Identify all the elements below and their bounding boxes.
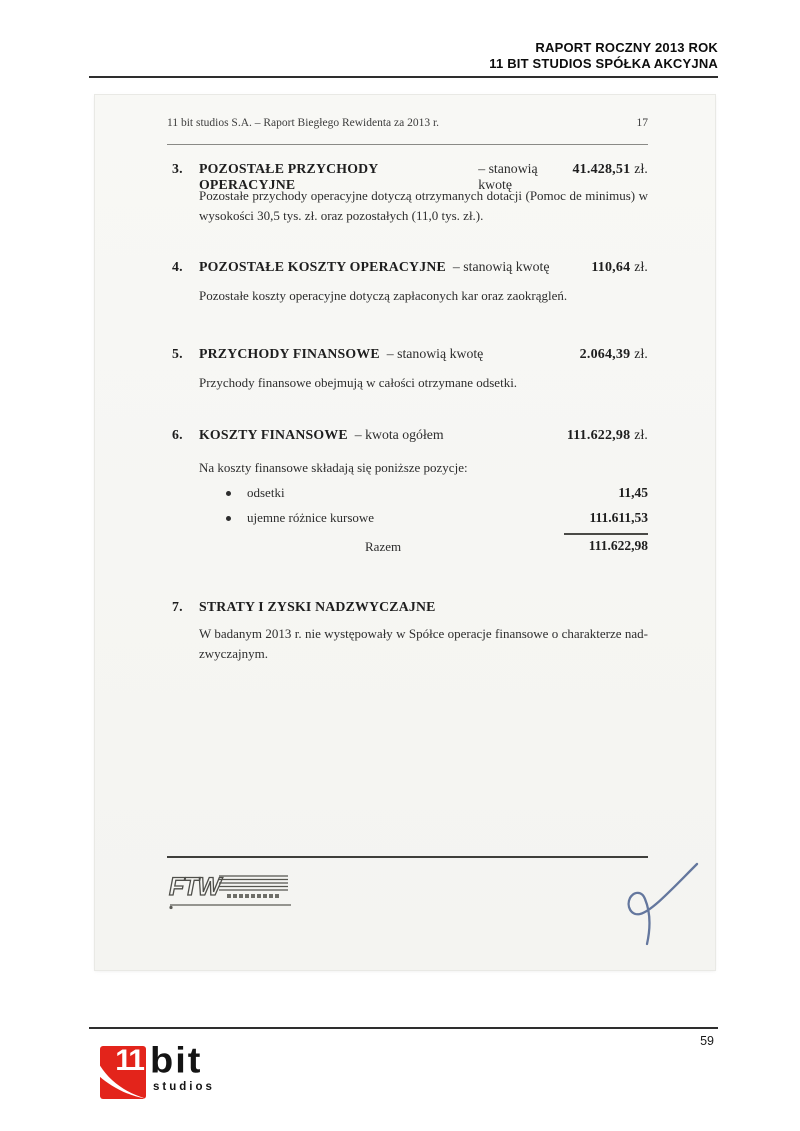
scan-header-divider — [167, 144, 648, 145]
report-header — [489, 40, 718, 72]
scan-footer-divider — [167, 856, 648, 858]
item3-currency: zł. — [634, 161, 648, 176]
total-amount: 111.622,98 — [564, 533, 648, 555]
logo-red-box — [100, 1046, 146, 1099]
item5-amount: 2.064,39 — [579, 347, 631, 362]
item4-amount: 110,64 — [591, 260, 631, 275]
bullet-icon — [226, 516, 231, 521]
item7-title: STRATY I ZYSKI NADZWYCZAJNE — [199, 599, 436, 614]
scanned-audit-page — [95, 95, 715, 970]
total-label: Razem — [365, 539, 402, 554]
item7-number: 7. — [172, 599, 183, 614]
item5-tail: – stanowią kwotę — [386, 346, 484, 361]
item6-total-row — [365, 533, 648, 555]
item6-bullet-odsetki — [226, 485, 648, 501]
item3-tail: – stanowią kwotę — [478, 161, 538, 192]
item6-title: KOSZTY FINANSOWE — [199, 427, 348, 442]
ftw-audit-stamp — [167, 867, 295, 911]
item5-heading — [172, 346, 648, 363]
logo-digits: 11 — [115, 1046, 143, 1077]
stamp-dot — [169, 906, 172, 909]
item5-number: 5. — [172, 346, 183, 361]
item4-tail: – stanowią kwotę — [452, 259, 550, 274]
item5-currency: zł. — [634, 346, 648, 361]
stamp-stripes-icon — [219, 876, 288, 890]
logo-bit-text: bit — [150, 1041, 203, 1081]
item4-number: 4. — [172, 259, 183, 274]
item6-currency: zł. — [634, 427, 648, 442]
report-header-line2: 11 BIT STUDIOS SPÓŁKA AKCYJNA — [489, 56, 718, 71]
bullet-label: ujemne różnice kursowe — [247, 510, 375, 525]
bullet-label: odsetki — [247, 485, 285, 500]
item4-currency: zł. — [634, 259, 648, 274]
item6-intro: Na koszty finansowe składają się poniższe pozycje: — [199, 460, 468, 475]
item5-body: Przychody finansowe obejmują w całości otrzymane odsetki. — [199, 375, 518, 390]
scan-page-number: 17 — [636, 117, 648, 129]
item3-body: Pozostałe przychody operacyjne dotyczą otrzymanych dotacji (Pomoc de minimus) w wysokości 30,5 tys. zł. oraz pozostałych (11,0 tys. zł.). — [199, 188, 648, 223]
footer-page-number: 59 — [700, 1034, 714, 1048]
item4-body: Pozostałe koszty operacyjne dotyczą zapłaconych kar oraz zaokrągleń. — [199, 288, 568, 303]
item7-heading — [172, 599, 648, 615]
item4-title: POZOSTAŁE KOSZTY OPERACYJNE — [199, 259, 446, 274]
header-divider — [89, 76, 718, 78]
logo-studios-text: studios — [153, 1081, 215, 1093]
item4-heading — [172, 259, 648, 276]
item6-heading — [172, 427, 648, 444]
item6-bullet-roznice — [226, 510, 648, 526]
bullet-amount: 11,45 — [618, 485, 648, 500]
scan-page-header — [167, 117, 648, 129]
handwritten-signature-icon — [600, 851, 710, 947]
item6-number: 6. — [172, 427, 183, 442]
item3-amount: 41.428,51 — [572, 162, 631, 177]
report-header-line1: RAPORT ROCZNY 2013 ROK — [535, 40, 718, 55]
item5-title: PRZYCHODY FINANSOWE — [199, 346, 380, 361]
bullet-amount: 111.611,53 — [589, 510, 648, 525]
item6-tail: – kwota ogółem — [354, 427, 444, 442]
item6-amount: 111.622,98 — [566, 428, 631, 443]
11bit-studios-logo — [100, 1041, 230, 1106]
bullet-icon — [226, 491, 231, 496]
item3-number: 3. — [172, 161, 183, 176]
stamp-text: FTW — [169, 873, 221, 901]
scan-running-title: 11 bit studios S.A. – Raport Biegłego Rewidenta za 2013 r. — [167, 117, 440, 129]
footer-divider — [89, 1027, 718, 1029]
item3-title: POZOSTAŁE PRZYCHODY OPERACYJNE — [199, 161, 378, 192]
item7-body: W badanym 2013 r. nie występowały w Spółce operacje finansowe o charakterze nad-zwyczajnym. — [199, 626, 648, 661]
